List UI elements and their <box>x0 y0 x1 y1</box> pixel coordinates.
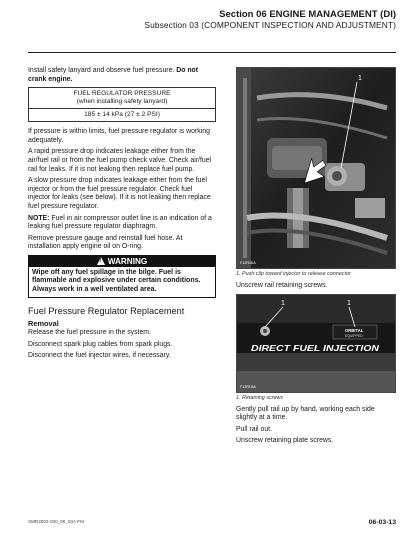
fuel-regulator-pressure-table <box>28 87 216 122</box>
warning-text: Wipe off any fuel spillage in the bilge. Fuel is flammable and explosive under certain conditions. Always work in a well ventilated area. <box>32 268 201 293</box>
warning-triangle-icon <box>97 257 105 265</box>
removal-heading: Removal <box>28 319 59 329</box>
step-pull-rail-up: Gently pull rail up by hand, working each side slightly at a time. <box>236 405 375 422</box>
orbital-logo-line2: EQUIPPED <box>345 333 363 338</box>
spec-table-header <box>29 88 216 109</box>
subsection-title: Subsection 03 (COMPONENT INSPECTION AND ADJUSTMENT) <box>144 20 396 30</box>
figure-injector-connector <box>236 67 396 269</box>
spec-table-value: 185 ± 14 kPa (27 ± 2 PSI) <box>29 109 216 122</box>
removal-step-1: Release the fuel pressure in the system. <box>28 329 151 337</box>
removal-step-3: Disconnect the fuel injector wires, if necessary. <box>28 352 171 360</box>
paragraph-reinstall: Remove pressure gauge and reinstall fuel hose. At installation apply engine oil on O-ring. <box>28 234 183 251</box>
note-text: Fuel in air compressor outlet line is an indication of a leaking fuel pressure regulator diaphragm. <box>28 214 212 231</box>
figure-rail-screws <box>236 294 396 393</box>
figure2-callout-right: 1 <box>347 299 351 307</box>
footer-file-name: SMR2002-030_06_03A.FM <box>28 519 84 524</box>
figure1-callout: 1 <box>358 75 362 82</box>
figure1-caption: 1. Push clip toward injector to release connector <box>236 271 351 277</box>
section-title: Section 06 ENGINE MANAGEMENT (DI) <box>219 9 396 20</box>
engine-photo-1 <box>237 68 395 268</box>
warning-box <box>28 255 216 298</box>
warning-header <box>29 256 215 267</box>
removal-step-2: Disconnect spark plug cables from spark plugs. <box>28 340 173 348</box>
warning-exclamation: ! <box>99 258 102 265</box>
page-number: 06-03-13 <box>368 519 396 526</box>
spec-table-title: FUEL REGULATOR PRESSURE <box>73 90 171 98</box>
step-unscrew-rail: Unscrew rail retaining screws. <box>236 282 328 289</box>
direct-fuel-injection-banner: DIRECT FUEL INJECTION <box>251 342 381 353</box>
orbital-logo-line1: ORBITAL <box>345 327 364 333</box>
step-unscrew-plate: Unscrew retaining plate screws. <box>236 437 334 445</box>
note-label: NOTE: <box>28 214 50 222</box>
figure1-id: F12R0DA <box>240 261 256 265</box>
paragraph-within-limits: If pressure is within limits, fuel pressure regulator is working adequately. <box>28 128 210 144</box>
step-pull-rail-out: Pull rail out. <box>236 425 273 433</box>
page-header <box>144 9 396 30</box>
warning-title: WARNING <box>107 256 148 266</box>
replacement-heading: Fuel Pressure Regulator Replacement <box>28 306 185 317</box>
left-column <box>28 67 216 364</box>
paragraph-lanyard-text: Install safety lanyard and observe fuel pressure. <box>28 67 175 74</box>
right-column <box>236 67 396 449</box>
figure2-callout-left: 1 <box>281 299 285 307</box>
paragraph-slow-drop: A slow pressure drop indicates leakage either from the fuel injector or from the fuel pressure regulator. Check fuel injector for leaks (see below). If it is not leaking then replace fuel pressure regulator. <box>28 177 211 210</box>
figure2-id: F12R1HA <box>240 384 256 389</box>
note-paragraph <box>28 215 216 232</box>
engine-photo-2 <box>237 295 395 392</box>
header-rule <box>28 52 396 53</box>
paragraph-rapid-drop: A rapid pressure drop indicates leakage either from the air/fuel rail or from the fuel pump check valve. Check air/fuel rail for leaks. If it is not leaking then replace fuel pump. <box>28 148 212 173</box>
paragraph-lanyard-bold: Do not crank engine. <box>28 67 199 83</box>
paragraph-lanyard <box>28 67 216 84</box>
spec-table-subtitle: (when installing safety lanyard) <box>76 98 168 106</box>
figure2-caption: 1. Retaining screws <box>236 394 284 401</box>
